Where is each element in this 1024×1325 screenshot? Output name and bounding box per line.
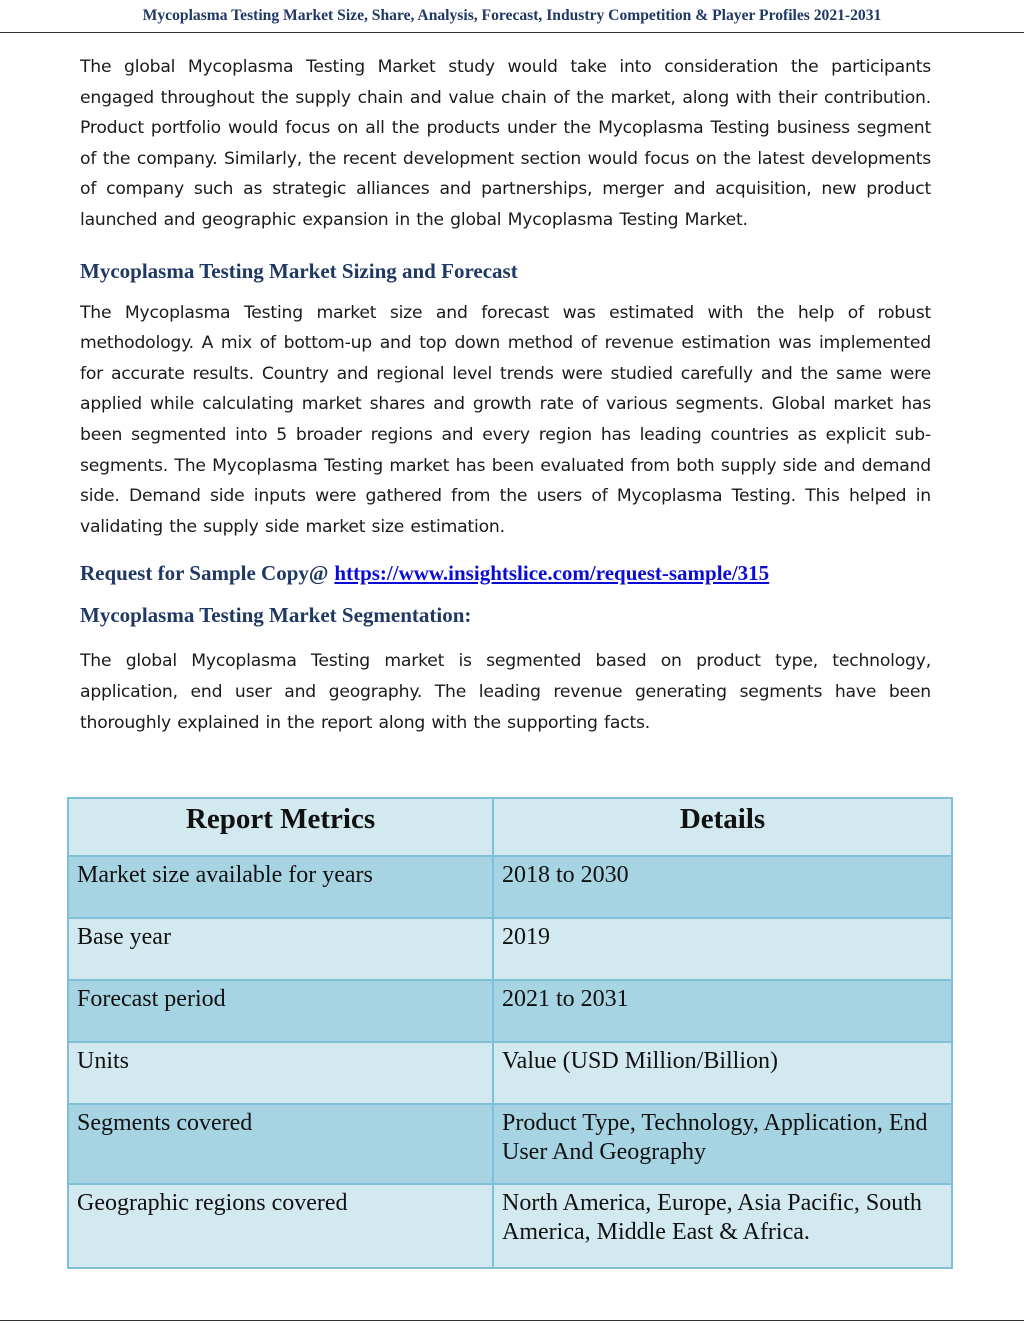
sizing-paragraph: The Mycoplasma Testing market size and forecast was estimated with the help of robust methodology. A mix of bottom-up and top down method of revenue estimation was implemented for accurate results. Country and regional level trends were studied carefully and the same were applied while calculating market shares and growth rate of various segments. Global market has been segmented into 5 broader regions and every region has leading countries as explicit sub-segments. The Mycoplasma Testing market has been evaluated from both supply side and demand side. Demand side inputs were gathered from the users of Mycoplasma Testing. This helped in validating the supply side market size estimation. [80, 302, 931, 537]
metric-cell: Base year [68, 918, 493, 980]
intro-paragraph: The global Mycoplasma Testing Market study would take into consideration the participants engaged throughout the supply chain and value chain of the market, along with their contribution. Product portfolio would focus on all the products under the Mycoplasma Testing business segment of the company. Similarly, the recent development section would focus on the latest developments of company such as strategic alliances and partnerships, merger and acquisition, new product launched and geographic expansion in the global Mycoplasma Testing Market. [80, 57, 931, 230]
table-row [68, 856, 952, 918]
page-bottom-rule [0, 1320, 1024, 1321]
table-header-cell: Report Metrics [68, 798, 493, 856]
segmentation-paragraph: The global Mycoplasma Testing market is segmented based on product type, technology, application, end user and geography. The leading revenue generating segments have been thoroughly explained in the report along with the supporting facts. [80, 651, 931, 733]
table-row [68, 918, 952, 980]
table-row [68, 1184, 952, 1268]
page-header [0, 0, 1024, 33]
detail-cell: North America, Europe, Asia Pacific, South America, Middle East & Africa. [493, 1184, 952, 1268]
sample-request-link[interactable]: https://www.insightslice.com/request-sample/315 [334, 561, 770, 586]
detail-cell: 2021 to 2031 [493, 980, 952, 1042]
sizing-heading: Mycoplasma Testing Market Sizing and Forecast [80, 258, 518, 283]
table-row [68, 1042, 952, 1104]
table-header-row [68, 798, 952, 856]
document-body [80, 52, 931, 738]
detail-cell: Product Type, Technology, Application, End User And Geography [493, 1104, 952, 1184]
metric-cell: Units [68, 1042, 493, 1104]
segmentation-heading: Mycoplasma Testing Market Segmentation: [80, 603, 472, 628]
detail-cell: Value (USD Million/Billion) [493, 1042, 952, 1104]
sample-request-line [80, 561, 931, 586]
table-header-cell: Details [493, 798, 952, 856]
detail-cell: 2019 [493, 918, 952, 980]
table-row [68, 1104, 952, 1184]
metric-cell: Segments covered [68, 1104, 493, 1184]
document-title: Mycoplasma Testing Market Size, Share, Analysis, Forecast, Industry Competition & Player Profiles 2021-2031 [142, 7, 882, 24]
report-metrics-table [67, 797, 953, 1269]
metric-cell: Market size available for years [68, 856, 493, 918]
sample-request-label: Request for Sample Copy@ [80, 561, 329, 586]
metric-cell: Forecast period [68, 980, 493, 1042]
metric-cell: Geographic regions covered [68, 1184, 493, 1268]
table-row [68, 980, 952, 1042]
detail-cell: 2018 to 2030 [493, 856, 952, 918]
